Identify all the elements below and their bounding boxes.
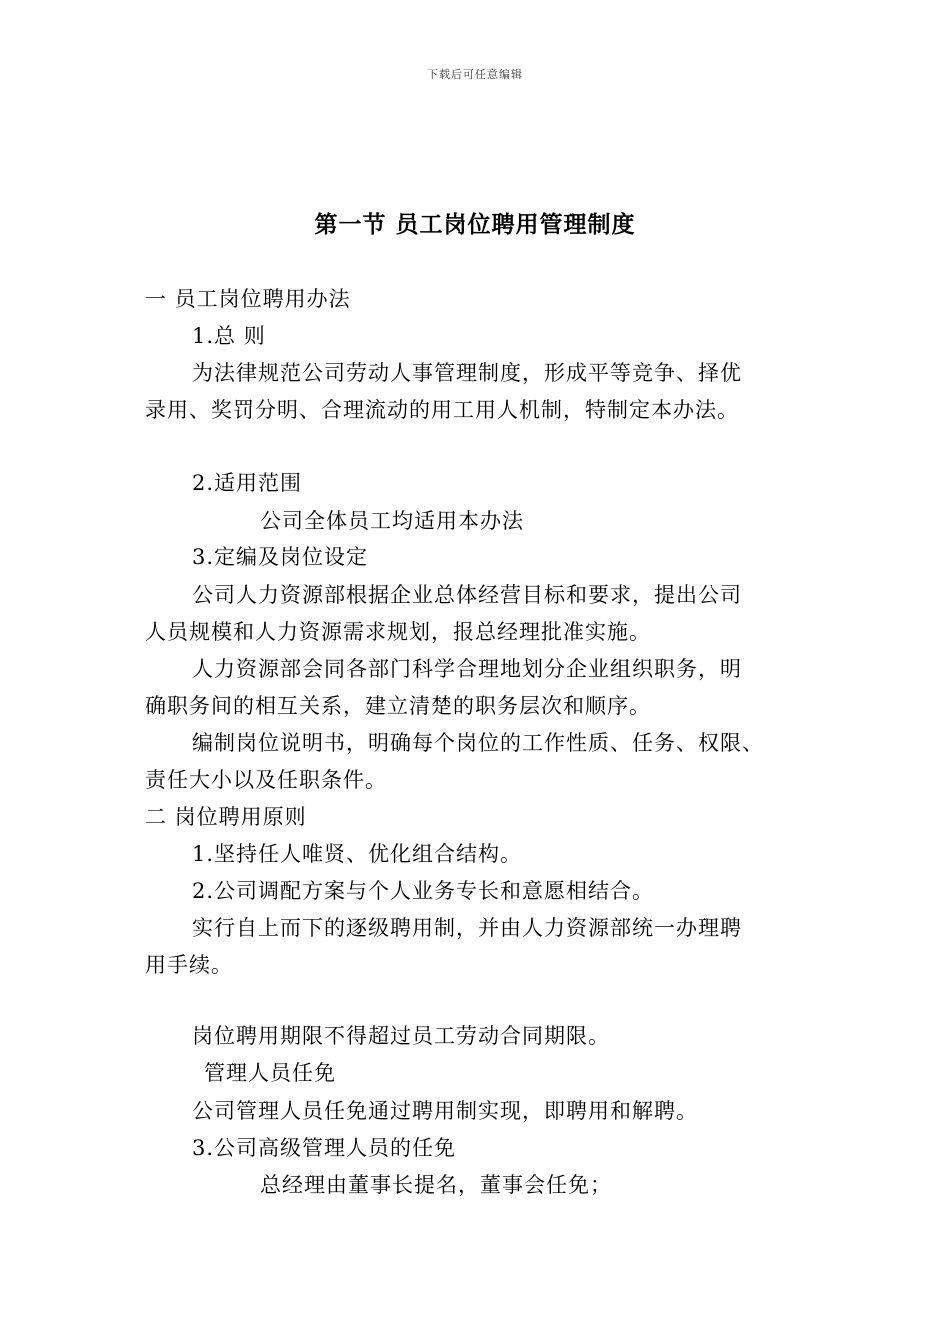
paragraph-line: 实行自上而下的逐级聘用制，并由人力资源部统一办理聘: [192, 916, 742, 940]
paragraph-line: 公司全体员工均适用本办法: [260, 509, 524, 533]
subheading-staffing: 3.定编及岗位设定: [192, 545, 369, 569]
paragraph-line: 责任大小以及任职条件。: [145, 768, 387, 792]
paragraph-line: 人力资源部会同各部门科学合理地划分企业组织职务，明: [192, 657, 742, 681]
paragraph-line: 公司人力资源部根据企业总体经营目标和要求，提出公司: [192, 583, 742, 607]
paragraph-line: 1.坚持任人唯贤、优化组合结构。: [192, 842, 523, 866]
paragraph-line: 人员规模和人力资源需求规划，报总经理批准实施。: [145, 620, 651, 644]
paragraph-line: 录用、奖罚分明、合理流动的用工用人机制，特制定本办法。: [145, 398, 739, 422]
subheading-general: 1.总 则: [192, 324, 266, 348]
paragraph-line: 公司管理人员任免通过聘用制实现，即聘用和解聘。: [192, 1099, 698, 1123]
header-note: 下载后可任意编辑: [427, 68, 523, 81]
subheading-scope: 2.适用范围: [192, 471, 303, 495]
paragraph-line: 编制岗位说明书，明确每个岗位的工作性质、任务、权限、: [192, 731, 764, 755]
paragraph-line: 总经理由董事长提名，董事会任免；: [260, 1173, 612, 1197]
paragraph-line: 岗位聘用期限不得超过员工劳动合同期限。: [192, 1024, 610, 1048]
paragraph-line: 2.公司调配方案与个人业务专长和意愿相结合。: [192, 879, 655, 903]
subheading-appointment: 管理人员任免: [204, 1061, 336, 1085]
paragraph-line: 为法律规范公司劳动人事管理制度，形成平等竞争、择优: [192, 361, 742, 385]
section-heading-2: 二 岗位聘用原则: [145, 805, 307, 829]
section-heading-1: 一 员工岗位聘用办法: [145, 287, 351, 311]
paragraph-line: 用手续。: [145, 953, 233, 977]
paragraph-line: 确职务间的相互关系，建立清楚的职务层次和顺序。: [145, 694, 651, 718]
subheading-senior-appointment: 3.公司高级管理人员的任免: [192, 1136, 457, 1160]
page-title: 第一节 员工岗位聘用管理制度: [314, 211, 636, 238]
